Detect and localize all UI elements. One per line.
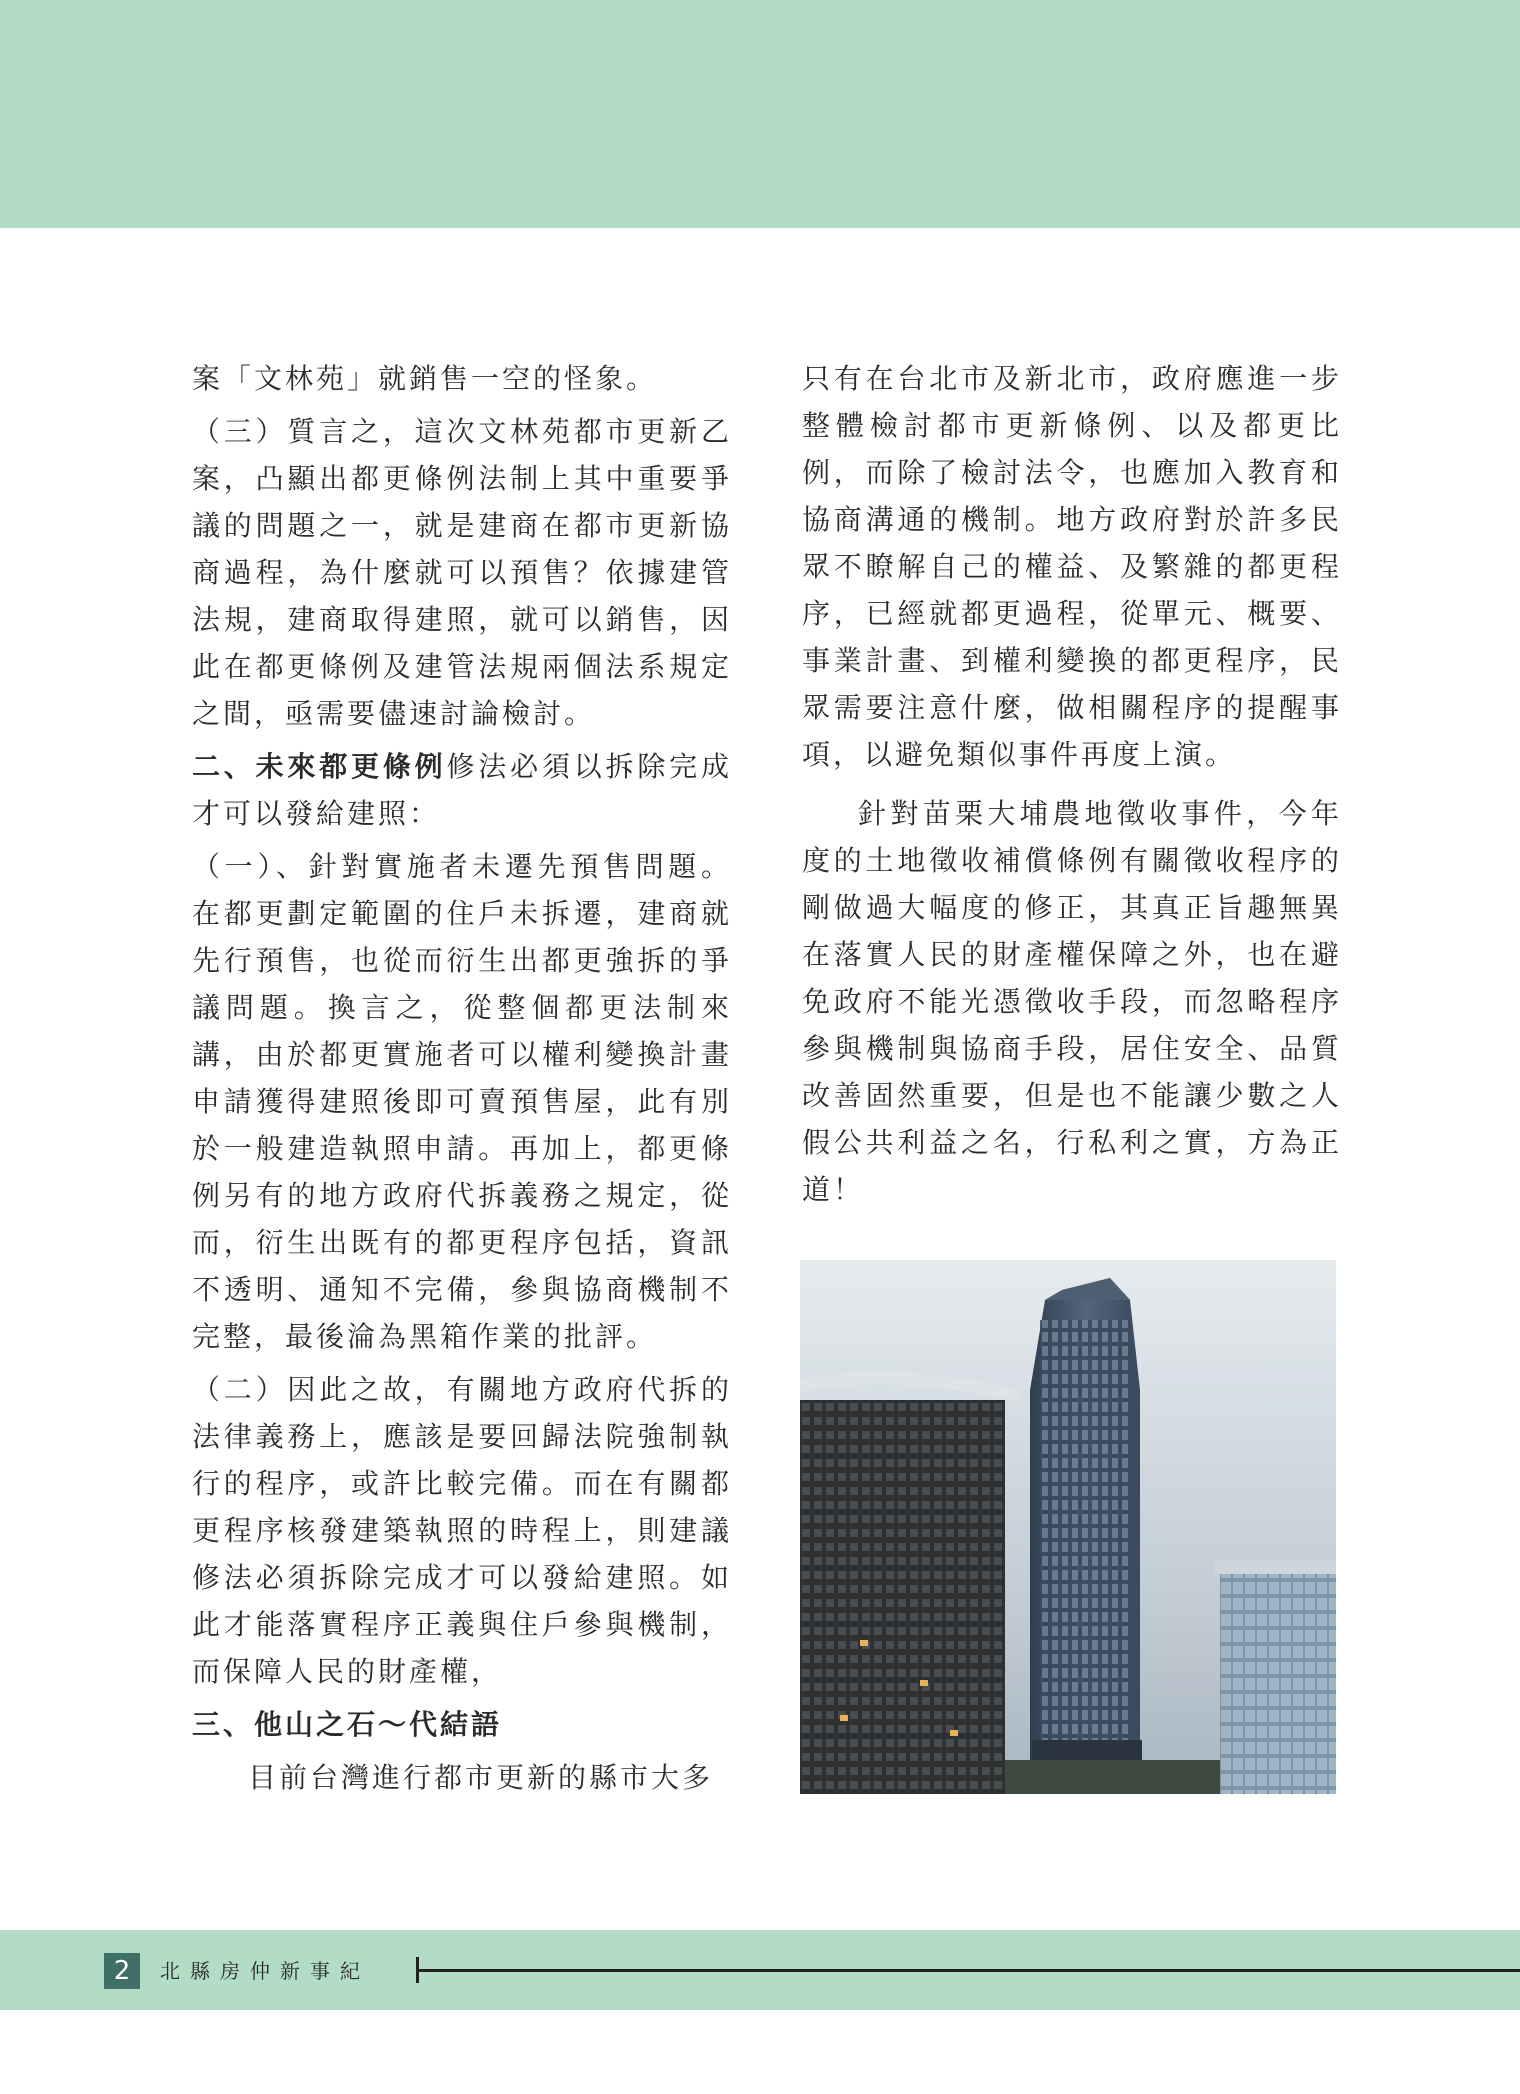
skyscraper-image <box>800 1260 1336 1794</box>
page-number: 2 <box>104 1953 140 1989</box>
paragraph: 針對苗栗大埔農地徵收事件，今年度的土地徵收補償條例有關徵收程序的剛做過大幅度的修正，其真正旨趣無異在落實人民的財產權保障之外，也在避免政府不能光憑徵收手段，而忽略程序參與機制與協商手段，居住安全、品質改善固然重要，但是也不能讓少數之人假公共利益之名，行私利之實，方為正道！ <box>802 797 1342 1206</box>
paragraph: 目前台灣進行都市更新的縣市大多 <box>248 1761 714 1794</box>
building-photo <box>800 1260 1336 1794</box>
right-text-column <box>802 355 1342 1219</box>
header-band <box>0 0 1520 228</box>
publication-title: 北縣房仲新事紀 <box>160 1959 370 1983</box>
left-text-column <box>192 355 732 1807</box>
paragraph: （三）質言之，這次文林苑都市更新乙案，凸顯出都更條例法制上其中重要爭議的問題之一，就是建商在都市更新協商過程，為什麼就可以預售？依據建管法規，建商取得建照，就可以銷售，因此在都更條例及建管法規兩個法系規定之間，亟需要儘速討論檢討。 <box>192 415 732 730</box>
paragraph: （二）因此之故，有關地方政府代拆的法律義務上，應該是要回歸法院強制執行的程序，或許比較完備。而在有關都更程序核發建築執照的時程上，則建議修法必須拆除完成才可以發給建照。如此才能落實程序正義與住戶參與機制，而保障人民的財產權， <box>192 1373 732 1688</box>
paragraph: 案「文林苑」就銷售一空的怪象。 <box>192 362 658 395</box>
section-heading-3: 三、他山之石～代結語 <box>192 1708 503 1741</box>
right-building <box>1215 1560 1336 1794</box>
heading-prefix: 二、 <box>192 750 256 783</box>
section-heading-2 <box>192 743 732 837</box>
heading-bold-text: 未來都更條例 <box>255 750 447 783</box>
footer-rule <box>416 1969 1520 1972</box>
left-building <box>800 1372 1020 1794</box>
trees <box>1005 1760 1220 1794</box>
main-tower <box>1030 1278 1142 1770</box>
paragraph: 只有在台北市及新北市，政府應進一步整體檢討都市更新條例、以及都更比例，而除了檢討法令，也應加入教育和協商溝通的機制。地方政府對於許多民眾不瞭解自己的權益、及繁雜的都更程序，已經就都更過程，從單元、概要、事業計畫、到權利變換的都更程序，民眾需要注意什麼，做相關程序的提醒事項，以避免類似事件再度上演。 <box>802 362 1342 771</box>
heading-rest-text: 修法必須以拆除完成才可以發給建照： <box>192 750 732 830</box>
paragraph: （一）、針對實施者未遷先預售問題。在都更劃定範圍的住戶未拆遷，建商就先行預售，也從而衍生出都更強拆的爭議問題。換言之，從整個都更法制來講，由於都更實施者可以權利變換計畫申請獲得建照後即可賣預售屋，此有別於一般建造執照申請。再加上，都更條例另有的地方政府代拆義務之規定，從而，衍生出既有的都更程序包括，資訊不透明、通知不完備，參與協商機制不完整，最後淪為黑箱作業的批評。 <box>192 850 732 1353</box>
